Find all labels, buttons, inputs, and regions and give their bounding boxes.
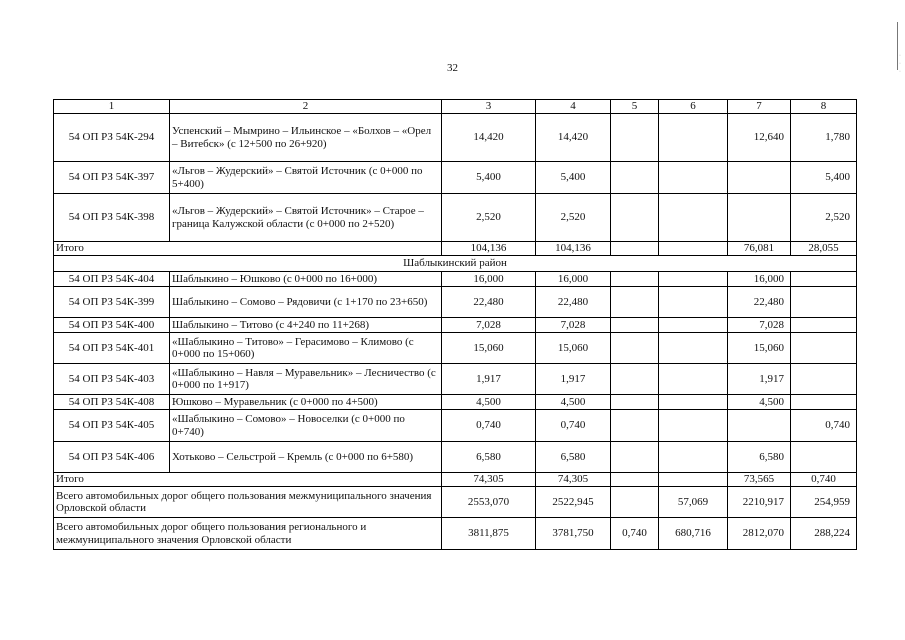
page-number: 32	[447, 62, 458, 74]
road-code: 54 ОП РЗ 54К-399	[54, 287, 170, 318]
section-row	[54, 256, 857, 272]
value-cell: 73,565	[728, 473, 791, 487]
road-name: «Льгов – Жудерский» – Святой Источник (с 0+000 по 5+400)	[170, 162, 442, 194]
road-name: Успенский – Мымрино – Ильинское – «Болхов – «Орел – Витебск» (с 12+500 по 26+920)	[170, 114, 442, 162]
value-cell: 680,716	[659, 518, 728, 550]
value-cell	[611, 162, 659, 194]
value-cell: 5,400	[791, 162, 857, 194]
value-cell	[659, 287, 728, 318]
value-cell: 16,000	[442, 272, 536, 287]
value-cell: 1,917	[728, 364, 791, 395]
road-name: Хотьково – Сельстрой – Кремль (с 0+000 по 6+580)	[170, 442, 442, 473]
header-cell: 5	[611, 100, 659, 114]
value-cell	[791, 287, 857, 318]
grand-total-row	[54, 518, 857, 550]
section-title: Шаблыкинский район	[54, 256, 857, 272]
value-cell	[791, 395, 857, 410]
value-cell: 4,500	[728, 395, 791, 410]
total-label: Итого	[54, 242, 442, 256]
value-cell	[659, 442, 728, 473]
value-cell: 22,480	[442, 287, 536, 318]
value-cell	[791, 364, 857, 395]
total-label: Итого	[54, 473, 442, 487]
value-cell	[611, 410, 659, 442]
value-cell	[659, 162, 728, 194]
value-cell: 2522,945	[536, 487, 611, 518]
value-cell	[611, 114, 659, 162]
value-cell: 104,136	[442, 242, 536, 256]
value-cell: 3781,750	[536, 518, 611, 550]
value-cell	[791, 333, 857, 364]
value-cell: 4,500	[536, 395, 611, 410]
header-cell: 7	[728, 100, 791, 114]
road-row	[54, 162, 857, 194]
value-cell: 6,580	[536, 442, 611, 473]
value-cell: 4,500	[442, 395, 536, 410]
value-cell: 76,081	[728, 242, 791, 256]
value-cell: 28,055	[791, 242, 857, 256]
value-cell	[791, 318, 857, 333]
value-cell	[611, 473, 659, 487]
road-code: 54 ОП РЗ 54К-405	[54, 410, 170, 442]
value-cell	[659, 242, 728, 256]
road-name: Шаблыкино – Сомово – Рядовичи (с 1+170 по 23+650)	[170, 287, 442, 318]
value-cell: 0,740	[611, 518, 659, 550]
road-row	[54, 272, 857, 287]
value-cell: 7,028	[728, 318, 791, 333]
value-cell: 14,420	[442, 114, 536, 162]
value-cell: 74,305	[536, 473, 611, 487]
value-cell: 0,740	[791, 473, 857, 487]
value-cell	[611, 442, 659, 473]
value-cell: 22,480	[728, 287, 791, 318]
value-cell	[611, 242, 659, 256]
road-name: «Шаблыкино – Титово» – Герасимово – Климово (с 0+000 по 15+060)	[170, 333, 442, 364]
value-cell	[611, 272, 659, 287]
value-cell: 288,224	[791, 518, 857, 550]
grand-total-label: Всего автомобильных дорог общего пользования регионального и межмуниципального значения Орловской области	[54, 518, 442, 550]
total-row	[54, 242, 857, 256]
road-row	[54, 114, 857, 162]
value-cell	[659, 410, 728, 442]
value-cell	[659, 114, 728, 162]
value-cell: 6,580	[728, 442, 791, 473]
header-cell: 8	[791, 100, 857, 114]
value-cell	[659, 473, 728, 487]
value-cell	[728, 162, 791, 194]
header-cell: 6	[659, 100, 728, 114]
value-cell: 16,000	[536, 272, 611, 287]
road-code: 54 ОП РЗ 54К-403	[54, 364, 170, 395]
road-code: 54 ОП РЗ 54К-294	[54, 114, 170, 162]
value-cell	[611, 364, 659, 395]
value-cell	[611, 194, 659, 242]
value-cell	[659, 395, 728, 410]
road-row	[54, 194, 857, 242]
value-cell: 2553,070	[442, 487, 536, 518]
header-cell: 2	[170, 100, 442, 114]
road-row	[54, 333, 857, 364]
road-code: 54 ОП РЗ 54К-408	[54, 395, 170, 410]
road-code: 54 ОП РЗ 54К-406	[54, 442, 170, 473]
road-name: Шаблыкино – Титово (с 4+240 по 11+268)	[170, 318, 442, 333]
total-row	[54, 473, 857, 487]
value-cell: 3811,875	[442, 518, 536, 550]
value-cell: 15,060	[536, 333, 611, 364]
road-code: 54 ОП РЗ 54К-400	[54, 318, 170, 333]
value-cell	[611, 395, 659, 410]
value-cell: 2,520	[442, 194, 536, 242]
value-cell: 57,069	[659, 487, 728, 518]
road-code: 54 ОП РЗ 54К-397	[54, 162, 170, 194]
value-cell: 1,917	[536, 364, 611, 395]
value-cell	[611, 487, 659, 518]
value-cell: 2210,917	[728, 487, 791, 518]
value-cell	[611, 287, 659, 318]
page-edge-dots: · · ·	[899, 53, 901, 75]
value-cell	[659, 318, 728, 333]
value-cell: 14,420	[536, 114, 611, 162]
road-row	[54, 410, 857, 442]
header-row	[54, 100, 857, 114]
page-edge-mark	[897, 22, 898, 70]
value-cell: 22,480	[536, 287, 611, 318]
value-cell: 2,520	[536, 194, 611, 242]
value-cell	[659, 364, 728, 395]
value-cell	[611, 333, 659, 364]
grand-total-label: Всего автомобильных дорог общего пользования межмуниципального значения Орловской области	[54, 487, 442, 518]
value-cell	[728, 410, 791, 442]
road-name: «Шаблыкино – Сомово» – Новоселки (с 0+000 по 0+740)	[170, 410, 442, 442]
road-code: 54 ОП РЗ 54К-401	[54, 333, 170, 364]
value-cell: 0,740	[791, 410, 857, 442]
header-cell: 1	[54, 100, 170, 114]
value-cell: 0,740	[536, 410, 611, 442]
value-cell: 15,060	[728, 333, 791, 364]
road-row	[54, 287, 857, 318]
value-cell: 16,000	[728, 272, 791, 287]
value-cell: 7,028	[442, 318, 536, 333]
value-cell	[659, 333, 728, 364]
value-cell	[728, 194, 791, 242]
road-code: 54 ОП РЗ 54К-398	[54, 194, 170, 242]
value-cell: 7,028	[536, 318, 611, 333]
grand-total-row	[54, 487, 857, 518]
value-cell: 5,400	[536, 162, 611, 194]
value-cell	[659, 272, 728, 287]
road-name: «Шаблыкино – Навля – Муравельник» – Лесничество (с 0+000 по 1+917)	[170, 364, 442, 395]
road-name: Шаблыкино – Юшково (с 0+000 по 16+000)	[170, 272, 442, 287]
value-cell: 74,305	[442, 473, 536, 487]
value-cell: 2,520	[791, 194, 857, 242]
road-row	[54, 318, 857, 333]
value-cell: 5,400	[442, 162, 536, 194]
value-cell	[791, 442, 857, 473]
value-cell	[659, 194, 728, 242]
road-row	[54, 364, 857, 395]
roads-table	[53, 99, 857, 550]
value-cell: 12,640	[728, 114, 791, 162]
road-name: «Льгов – Жудерский» – Святой Источник» – Старое – граница Калужской области (с 0+000 по 2+520)	[170, 194, 442, 242]
road-row	[54, 442, 857, 473]
road-row	[54, 395, 857, 410]
road-name: Юшково – Муравельник (с 0+000 по 4+500)	[170, 395, 442, 410]
value-cell: 15,060	[442, 333, 536, 364]
header-cell: 3	[442, 100, 536, 114]
value-cell: 104,136	[536, 242, 611, 256]
header-cell: 4	[536, 100, 611, 114]
value-cell: 254,959	[791, 487, 857, 518]
value-cell: 0,740	[442, 410, 536, 442]
value-cell: 1,917	[442, 364, 536, 395]
value-cell	[611, 318, 659, 333]
value-cell: 6,580	[442, 442, 536, 473]
value-cell: 2812,070	[728, 518, 791, 550]
value-cell: 1,780	[791, 114, 857, 162]
value-cell	[791, 272, 857, 287]
road-code: 54 ОП РЗ 54К-404	[54, 272, 170, 287]
